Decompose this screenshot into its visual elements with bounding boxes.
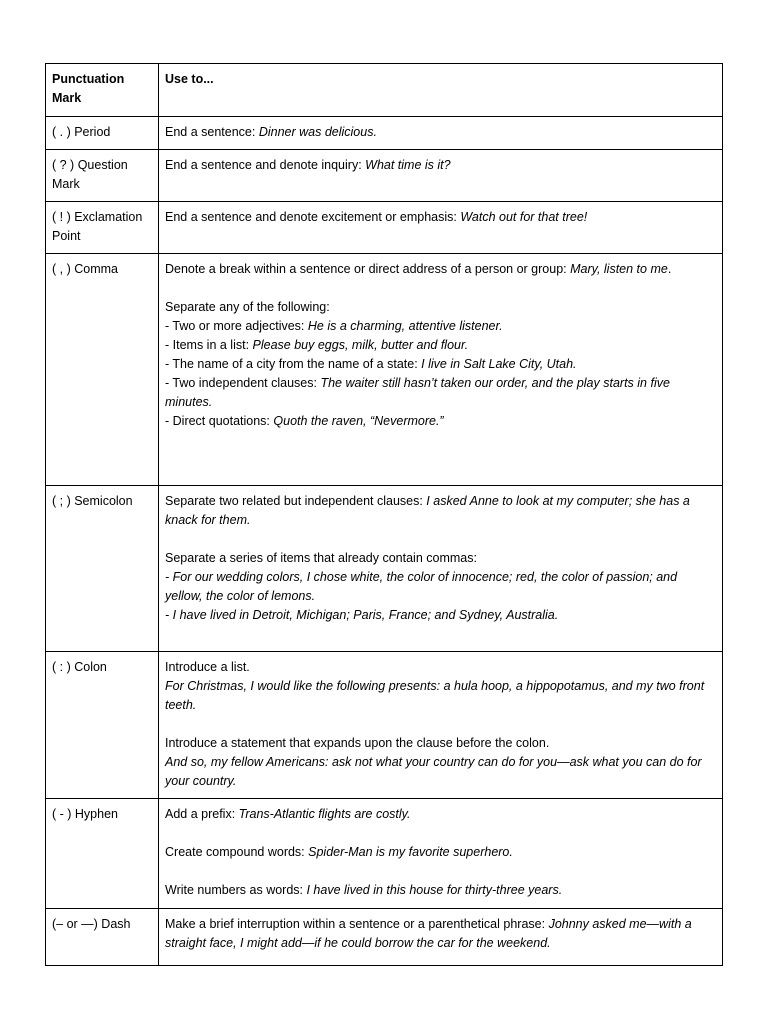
usage-line — [165, 260, 716, 279]
usage-line — [165, 298, 716, 317]
header-use-cell: Use to... — [159, 64, 723, 117]
usage-text: Add a prefix: — [165, 807, 239, 821]
usage-line — [165, 734, 716, 753]
punctuation-mark-cell: ( ! ) Exclamation Point — [46, 202, 159, 254]
usage-text: End a sentence: — [165, 125, 259, 139]
usage-line — [165, 677, 716, 715]
usage-example: Johnny asked me—with a straight face, I might add—if he could borrow the car for the weekend. — [165, 917, 692, 950]
usage-paragraph — [165, 208, 716, 227]
usage-cell — [159, 117, 723, 150]
table-row — [46, 909, 723, 966]
usage-cell — [159, 652, 723, 799]
usage-text: Create compound words: — [165, 845, 309, 859]
table-row — [46, 150, 723, 202]
usage-line — [165, 658, 716, 677]
usage-example: The waiter still hasn’t taken our order, and the play starts in five minutes. — [165, 376, 670, 409]
usage-line — [165, 355, 716, 374]
usage-text: - Direct quotations: — [165, 414, 274, 428]
usage-paragraph — [165, 658, 716, 715]
table-header-row — [46, 64, 723, 117]
usage-cell — [159, 150, 723, 202]
usage-example: Spider-Man is my favorite superhero. — [308, 845, 513, 859]
usage-paragraph — [165, 915, 716, 953]
usage-line — [165, 915, 716, 953]
usage-paragraph — [165, 734, 716, 791]
usage-text: Write numbers as words: — [165, 883, 307, 897]
table-row — [46, 486, 723, 652]
usage-line — [165, 156, 716, 175]
usage-text: - Two independent clauses: — [165, 376, 321, 390]
usage-line — [165, 336, 716, 355]
usage-paragraph — [165, 492, 716, 530]
usage-line — [165, 881, 716, 900]
usage-example: He is a charming, attentive listener. — [307, 319, 503, 333]
usage-text: End a sentence and denote inquiry: — [165, 158, 366, 172]
punctuation-mark-cell: ( . ) Period — [46, 117, 159, 150]
punctuation-table — [45, 63, 723, 966]
usage-text: Separate any of the following: — [165, 300, 330, 314]
usage-example: - I have lived in Detroit, Michigan; Paris, France; and Sydney, Australia. — [165, 608, 559, 622]
usage-text: End a sentence and denote excitement or emphasis: — [165, 210, 461, 224]
usage-cell — [159, 202, 723, 254]
table-row — [46, 254, 723, 486]
usage-paragraph — [165, 156, 716, 175]
usage-line — [165, 805, 716, 824]
table-row — [46, 202, 723, 254]
usage-text-tail: . — [667, 262, 672, 276]
usage-paragraph — [165, 260, 716, 279]
usage-text: Introduce a statement that expands upon the clause before the colon. — [165, 736, 550, 750]
usage-example: And so, my fellow Americans: ask not what your country can do for you—ask what you can do for your country. — [165, 755, 702, 788]
table-row — [46, 652, 723, 799]
usage-paragraph — [165, 549, 716, 625]
usage-text: Separate two related but independent clauses: — [165, 494, 427, 508]
usage-text: Make a brief interruption within a sentence or a parenthetical phrase: — [165, 917, 549, 931]
usage-example: Dinner was delicious. — [258, 125, 377, 139]
punctuation-mark-cell: ( - ) Hyphen — [46, 799, 159, 909]
usage-line — [165, 123, 716, 142]
usage-text: - The name of a city from the name of a state: — [165, 357, 422, 371]
usage-example: For Christmas, I would like the following presents: a hula hoop, a hippopotamus, and my two front teeth. — [165, 679, 705, 712]
usage-cell — [159, 799, 723, 909]
header-mark-cell: Punctuation Mark — [46, 64, 159, 117]
usage-paragraph — [165, 123, 716, 142]
usage-example: Watch out for that tree! — [460, 210, 588, 224]
usage-example: Quoth the raven, “Nevermore.” — [273, 414, 444, 428]
usage-line — [165, 492, 716, 530]
usage-line — [165, 843, 716, 862]
punctuation-mark-cell: ( ? ) Question Mark — [46, 150, 159, 202]
usage-line — [165, 374, 716, 412]
punctuation-mark-cell: ( : ) Colon — [46, 652, 159, 799]
usage-text: - Two or more adjectives: — [165, 319, 308, 333]
usage-paragraph — [165, 881, 716, 900]
usage-paragraph — [165, 805, 716, 824]
usage-text: Denote a break within a sentence or direct address of a person or group: — [165, 262, 571, 276]
table-row — [46, 117, 723, 150]
usage-paragraph — [165, 298, 716, 431]
usage-cell — [159, 486, 723, 652]
table-row — [46, 799, 723, 909]
punctuation-mark-cell: (– or —) Dash — [46, 909, 159, 966]
punctuation-mark-cell: ( ; ) Semicolon — [46, 486, 159, 652]
usage-cell — [159, 909, 723, 966]
usage-example: - For our wedding colors, I chose white, the color of innocence; red, the color of passion; and yellow, the color of lemons. — [165, 570, 678, 603]
usage-line — [165, 412, 716, 431]
usage-line — [165, 317, 716, 336]
usage-line — [165, 549, 716, 568]
usage-example: What time is it? — [365, 158, 451, 172]
usage-cell — [159, 254, 723, 486]
usage-paragraph — [165, 843, 716, 862]
punctuation-mark-cell: ( , ) Comma — [46, 254, 159, 486]
usage-example: I have lived in this house for thirty-three years. — [306, 883, 563, 897]
usage-example: I asked Anne to look at my computer; she has a knack for them. — [165, 494, 690, 527]
usage-example: Trans-Atlantic flights are costly. — [238, 807, 411, 821]
usage-text: Separate a series of items that already contain commas: — [165, 551, 477, 565]
usage-text: Introduce a list. — [165, 660, 250, 674]
usage-line — [165, 606, 716, 625]
usage-example: I live in Salt Lake City, Utah. — [421, 357, 577, 371]
usage-text: - Items in a list: — [165, 338, 253, 352]
usage-line — [165, 208, 716, 227]
usage-line — [165, 753, 716, 791]
usage-example: Mary, listen to me — [570, 262, 668, 276]
usage-example: Please buy eggs, milk, butter and flour. — [252, 338, 469, 352]
table-body — [46, 64, 723, 966]
usage-line — [165, 568, 716, 606]
